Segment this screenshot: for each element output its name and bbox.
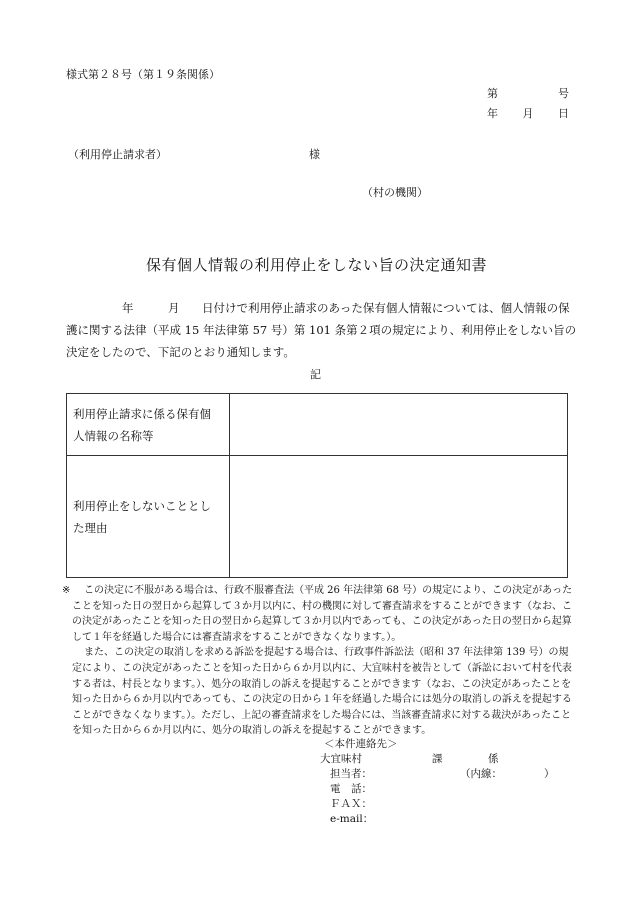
document-number xyxy=(487,86,569,102)
info-name-label-line-2: 人情報の名称等 xyxy=(73,428,154,443)
body-date-month: 月 xyxy=(168,301,180,315)
honorific-sama: 様 xyxy=(309,148,320,161)
contact-village: 大宜味村 xyxy=(320,753,362,765)
requester-label: （利用停止請求者） xyxy=(68,148,167,161)
form-number: 様式第２８号（第１９条関係） xyxy=(66,68,220,81)
contact-fax-label: ＦＡＸ： xyxy=(330,798,372,810)
appeal-notes xyxy=(62,583,574,739)
document-number-suffix: 号 xyxy=(558,87,569,100)
issue-date-month: 月 xyxy=(522,107,534,120)
info-name-value xyxy=(230,394,568,456)
issue-date xyxy=(487,106,569,122)
table-row xyxy=(67,456,568,578)
notice-body xyxy=(66,297,577,363)
reason-label xyxy=(67,456,230,578)
contact-person-label: 担当者： xyxy=(330,768,372,780)
agency-label: （村の機関） xyxy=(362,186,428,199)
notice-table xyxy=(66,393,568,578)
document-number-prefix: 第 xyxy=(487,87,498,100)
body-date-year: 年 xyxy=(122,301,134,315)
note-paragraph-2: また、この決定の取消しを求める訴訟を提起する場合は、行政事件訴訟法（昭和 37 年法律第 139 号）の規定により、この決定があったことを知った日から６か月以内に、大宜味村を被告として（訴訟において村を代表する者は、村長となります。）、処分の取消しの訴えを提起することができます（なお、この決定があったことを知った日から６か月以内であっても、この決定の日から１年を経過した場合には処分の取消しの訴えを提起することができなくなります。）。ただし、上記の審査請求をした場合には、当該審査請求に対する裁決があったことを知った日から６か月以内に、処分の取消しの訴えを提起することができます。 xyxy=(72,647,572,737)
contact-ka: 課 xyxy=(432,753,443,765)
ki-heading: 記 xyxy=(310,368,321,381)
body-line-3: 決定をしたので、下記のとおり通知します。 xyxy=(66,345,295,359)
reason-label-line-2: た理由 xyxy=(73,520,108,535)
contact-heading: ＜本件連絡先＞ xyxy=(324,738,398,750)
contact-extension-close: ） xyxy=(544,768,555,780)
contact-phone-label: 電 話： xyxy=(330,783,372,795)
body-line-1: 日付けで利用停止請求のあった保有個人情報については、個人情報の保 xyxy=(202,301,570,315)
note-paragraph-1: この決定に不服がある場合は、行政不服審査法（平成 26 年法律第 68 号）の規定により、この決定があったことを知った日の翌日から起算して３か月以内に、村の機関に対して審査請求をすることができます（なお、この決定があったことを知った日の翌日から起算して３か月以内であっても、この決定があった日の翌日から起算して１年を経過した場合には審査請求をすることができなくなります。）。 xyxy=(72,585,573,643)
contact-kakari: 係 xyxy=(488,753,499,765)
contact-email-label: e-mail： xyxy=(330,813,374,825)
issue-date-year: 年 xyxy=(487,107,498,120)
document-title: 保有個人情報の利用停止をしない旨の決定通知書 xyxy=(146,256,488,274)
body-line-2: 護に関する法律（平成 15 年法律第 57 号）第 101 条第２項の規定により、利用停止をしない旨の xyxy=(66,323,577,337)
info-name-label-line-1: 利用停止請求に係る保有個 xyxy=(73,406,211,421)
reason-value xyxy=(230,456,568,578)
contact-extension-label: （内線： xyxy=(460,768,502,780)
reason-label-line-1: 利用停止をしないこととし xyxy=(73,498,211,513)
table-row xyxy=(67,394,568,456)
note-mark: ※ xyxy=(62,585,71,596)
info-name-label xyxy=(67,394,230,456)
issue-date-day: 日 xyxy=(558,107,569,120)
